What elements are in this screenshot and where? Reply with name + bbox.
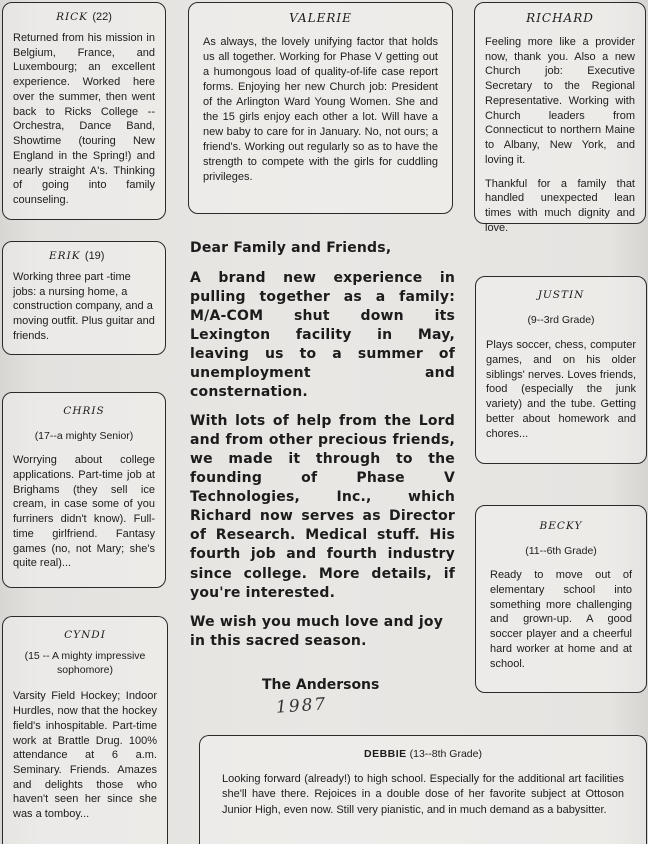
becky-text: Ready to move out of elementary school into something more challenging and grown-up. A good soccer player and a cheerful hard worker at home and at school. bbox=[490, 569, 632, 670]
cyndi-text: Varsity Field Hockey; Indoor Hurdles, now that the hockey field's inhospitable. Part-time work at Brattle Drug. 100% attendance at 6 a.m. Seminary. Friends. Amazes and delights those who haven't seen her since she was a tomboy... bbox=[13, 690, 157, 821]
richard-box bbox=[474, 2, 646, 234]
rick-name: RICK bbox=[56, 11, 89, 23]
chris-box bbox=[2, 392, 166, 588]
erik-heading bbox=[49, 250, 155, 262]
debbie-box bbox=[199, 735, 647, 844]
letter-paragraph-1: A brand new experience in pulling together as a family: M/A-COM shut down its Lexington facility in May, leaving us to a summer of unemployment and consternation. bbox=[190, 270, 455, 401]
justin-text: Plays soccer, chess, computer games, and on his older siblings' nerves. Loves friends, food (especially the junk variety) and the tube. Getting better about homework and chores... bbox=[486, 339, 636, 440]
handwritten-year: 1987 bbox=[275, 694, 328, 718]
becky-grade: (11--6th Grade) bbox=[525, 545, 597, 557]
cyndi-grade: (15 -- A mighty impressive sophomore) bbox=[24, 650, 146, 677]
signoff: The Andersons bbox=[262, 677, 380, 693]
rick-heading bbox=[13, 11, 155, 23]
cyndi-box bbox=[2, 616, 168, 844]
debbie-heading bbox=[222, 748, 624, 760]
erik-text: Working three part -time jobs: a nursing home, a construction company, and a moving outfit. Plus guitar and friends. bbox=[13, 271, 155, 342]
debbie-text: Looking forward (already!) to high school. Especially for the additional art facilities she'll have there. Rejoices in a double dose of her favorite subject at Ottoson Junior High, even now. Still very pianistic, and in much demand as a babysitter. bbox=[222, 773, 624, 816]
valerie-name: VALERIE bbox=[289, 11, 352, 25]
valerie-text: As always, the lovely unifying factor that holds us all together. Working for Phase V getting out a humongous load of quality-of-life case report forms. Enjoying her new Church job: President of the Arlington Ward Young Women. She and the 15 girls enjoy each other a lot. Will have a new baby to care for in January. No, not ours; a friend's. Working out regularly so as to have the strength to compete with the girls for cuddling privileges. bbox=[203, 36, 438, 183]
debbie-name: DEBBIE bbox=[364, 748, 407, 760]
debbie-grade: (13--8th Grade) bbox=[409, 748, 482, 760]
erik-name: ERIK bbox=[49, 250, 81, 262]
chris-text: Worrying about college applications. Part-time job at Brighams (they sell ice cream, in case some of you furriners didn't know). Full-time girlfriend. Fantasy games (no, not Mary; she's quite real)... bbox=[13, 454, 155, 570]
chris-name: CHRIS bbox=[63, 405, 105, 417]
becky-box bbox=[475, 505, 647, 693]
letter-paragraph-3: We wish you much love and joy in this sacred season. bbox=[190, 613, 444, 649]
letter-paragraph-2: With lots of help from the Lord and from other precious friends, we made it through to the founding of Phase V Technologies, Inc., which Richard now serves as Director of Research. Medical stuff. His fourth job and fourth industry since college. More details, if you're interested. bbox=[190, 413, 455, 601]
richard-text-1: Feeling more like a provider now, thank you. Also a new Church job: Executive Secretary to the Regional Representative. Working with Church leaders from Connecticut to northern Maine to Albany, New York, and loving it. bbox=[485, 36, 635, 166]
rick-age: (22) bbox=[92, 11, 112, 23]
rick-box bbox=[2, 2, 166, 220]
justin-name: JUSTIN bbox=[537, 289, 585, 301]
letter bbox=[190, 239, 455, 661]
rick-text: Returned from his mission in Belgium, France, and Luxembourg; an excellent experience. Worked here over the summer, then went back to Ricks College -- Orchestra, Dance Band, Showtime (touring New England in the Spring!) and nearly straight A's. Thinking of going into family counseling. bbox=[13, 32, 155, 207]
chris-grade: (17--a mighty Senior) bbox=[34, 430, 134, 442]
erik-box bbox=[2, 241, 166, 355]
richard-name: RICHARD bbox=[526, 11, 594, 25]
richard-text-2: Thankful for a family that handled unexpected lean times with much dignity and love. bbox=[485, 177, 635, 234]
justin-grade: (9--3rd Grade) bbox=[527, 314, 595, 326]
becky-name: BECKY bbox=[539, 520, 583, 532]
erik-age: (19) bbox=[84, 250, 105, 262]
cyndi-name: CYNDI bbox=[64, 629, 106, 641]
justin-box bbox=[475, 276, 647, 464]
richard-text bbox=[485, 35, 635, 236]
valerie-box bbox=[188, 2, 453, 214]
letter-greeting: Dear Family and Friends, bbox=[190, 240, 392, 256]
